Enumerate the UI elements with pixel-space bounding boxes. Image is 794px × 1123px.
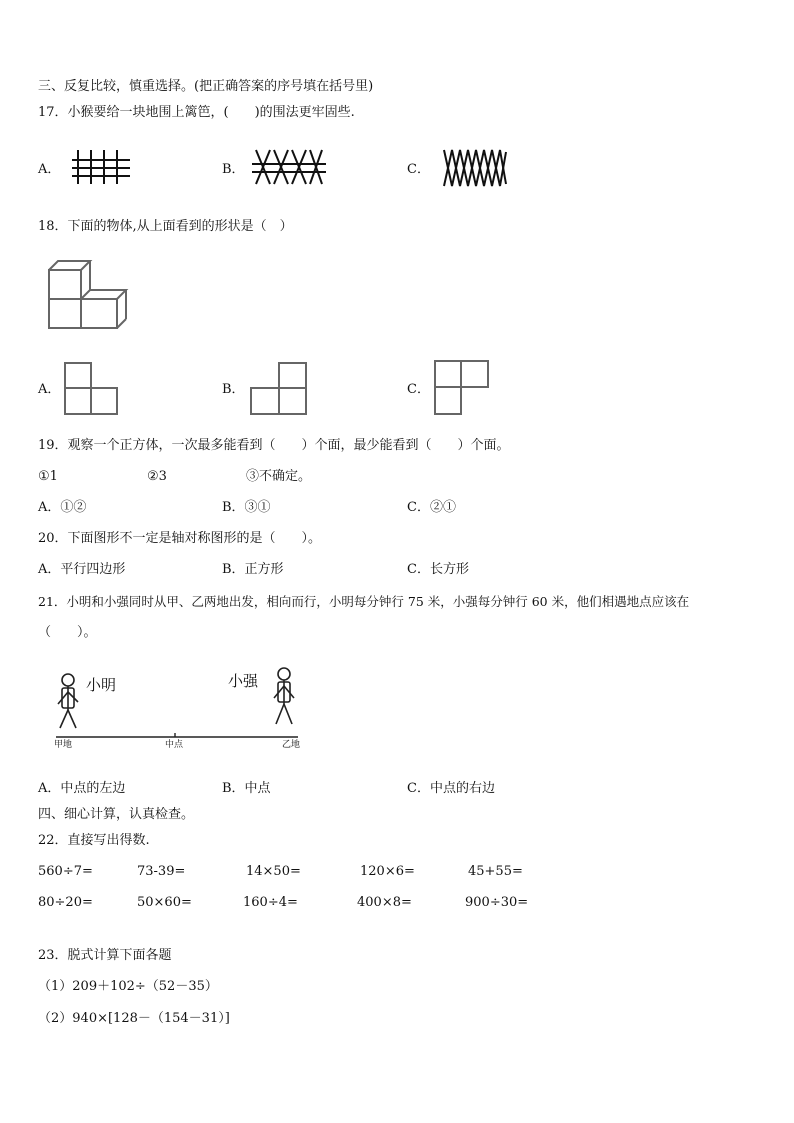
- walker-right-name: 小强: [228, 672, 259, 690]
- q20-option-b: B．正方形: [222, 562, 284, 577]
- q22-calc-r1-5: 45+55=: [468, 864, 523, 879]
- q18-option-b-label: B．: [222, 382, 245, 397]
- question-17-stem: 17．小猴要给一块地围上篱笆，( )的围法更牢固些.: [38, 105, 355, 120]
- q17-option-a-label: A．: [38, 162, 61, 177]
- q22-calc-r2-3: 160÷4=: [243, 895, 298, 910]
- midpoint-label: 中点: [165, 740, 184, 750]
- q19-choice-3: ③不确定。: [246, 469, 312, 484]
- q18-cube-stack-figure: [46, 258, 136, 330]
- q17-fence-c-zigzag: [442, 148, 508, 188]
- q18-option-a-shape: [64, 362, 120, 416]
- q21-option-b: B．中点: [222, 781, 271, 796]
- q23-problem-1: （1）209＋102÷（52－35）: [38, 979, 218, 994]
- q22-calc-r1-1: 560÷7=: [38, 864, 93, 879]
- q17-option-b-label: B．: [222, 162, 245, 177]
- q22-calc-r2-1: 80÷20=: [38, 895, 93, 910]
- question-18-stem: 18．下面的物体,从上面看到的形状是（ ）: [38, 219, 293, 234]
- q21-option-a: A．中点的左边: [38, 781, 126, 796]
- q18-option-b-shape: [250, 362, 308, 416]
- q22-calc-r2-4: 400×8=: [357, 895, 412, 910]
- q18-option-c-shape: [434, 360, 492, 416]
- q22-calc-r1-3: 14×50=: [246, 864, 301, 879]
- q19-option-c: C．②①: [407, 500, 456, 515]
- q21-option-c: C．中点的右边: [407, 781, 495, 796]
- q19-choice-2: ②3: [147, 469, 167, 484]
- q22-calc-r2-5: 900÷30=: [465, 895, 529, 910]
- q19-choice-1: ①1: [38, 469, 58, 484]
- q22-calc-r2-2: 50×60=: [137, 895, 192, 910]
- walker-right-figure: [274, 668, 294, 724]
- question-20-stem: 20．下面图形不一定是轴对称图形的是（ ）。: [38, 531, 322, 546]
- q17-fence-b-crossed: [252, 148, 326, 186]
- q18-option-a-label: A．: [38, 382, 61, 397]
- q22-calc-r1-4: 120×6=: [360, 864, 415, 879]
- q22-calc-r1-2: 73-39=: [137, 864, 186, 879]
- q18-option-c-label: C．: [407, 382, 430, 397]
- question-19-stem: 19．观察一个正方体，一次最多能看到（ ）个面，最少能看到（ ）个面。: [38, 438, 510, 453]
- q19-option-a: A．①②: [38, 500, 87, 515]
- q17-fence-a-grid: [72, 148, 132, 186]
- point-jia-label: 甲地: [54, 740, 73, 750]
- walker-left-figure: [58, 674, 78, 728]
- q20-option-a: A．平行四边形: [38, 562, 126, 577]
- question-21-stem-line2: （ ）。: [38, 625, 97, 640]
- q20-option-c: C．长方形: [407, 562, 469, 577]
- section-4-heading: 四、细心计算，认真检查。: [38, 807, 195, 822]
- question-21-stem-line1: 21．小明和小强同时从甲、乙两地出发，相向而行，小明每分钟行 75 米，小强每分钟行 60 米，他们相遇地点应该在: [38, 594, 690, 609]
- q17-option-c-label: C．: [407, 162, 430, 177]
- point-yi-label: 乙地: [282, 740, 301, 750]
- q23-problem-2: （2）940×[128－（154－31）]: [38, 1011, 230, 1026]
- section-3-heading: 三、反复比较，慎重选择。(把正确答案的序号填在括号里): [38, 79, 374, 94]
- q19-option-b: B．③①: [222, 500, 271, 515]
- walker-left-name: 小明: [86, 676, 117, 694]
- question-22-stem: 22．直接写出得数.: [38, 833, 150, 848]
- question-23-stem: 23．脱式计算下面各题: [38, 948, 172, 963]
